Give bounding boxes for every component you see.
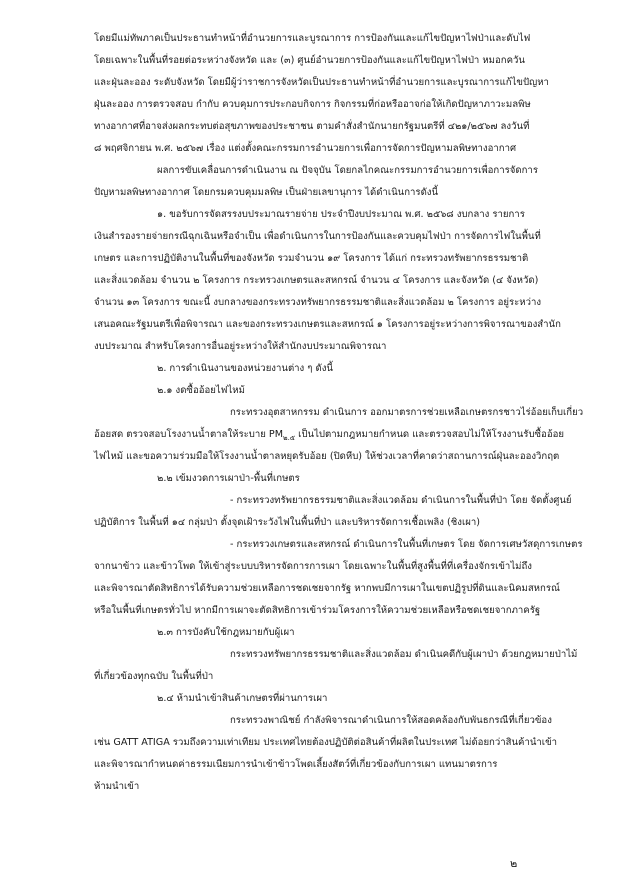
text-line: - กระทรวงเกษตรและสหกรณ์ ดำเนินการในพื้นที่เกษตร โดย จัดการเศษวัสดุการเกษตร (230, 539, 583, 550)
text-fragment: อ้อยสด ตรวจสอบโรงงานน้ำตาลให้ระบาย PM (94, 429, 283, 440)
text-line: และสิ่งแวดล้อม จำนวน ๒ โครงการ กระทรวงเกษตรและสหกรณ์ จำนวน ๔ โครงการ และจังหวัด (๔ จังหวัด) (94, 275, 539, 286)
text-line: ๘ พฤศจิกายน พ.ศ. ๒๕๖๗ เรื่อง แต่งตั้งคณะกรรมการอำนวยการเพื่อการจัดการปัญหามลพิษทางอากาศ (94, 143, 517, 154)
text-line: งบประมาณ สำหรับโครงการอื่นอยู่ระหว่างให้สำนักงบประมาณพิจารณา (94, 341, 387, 352)
subsection-heading: ๒.๔ ห้ามนำเข้าสินค้าเกษตรที่ผ่านการเผา (157, 693, 328, 704)
text-line: ที่เกี่ยวข้องทุกฉบับ ในพื้นที่ป่า (94, 671, 214, 682)
text-line: ฝุ่นละออง การตรวจสอบ กำกับ ควบคุมการประกอบกิจการ กิจกรรมที่ก่อหรืออาจก่อให้เกิดปัญหาภาวะมลพิษ (94, 99, 531, 110)
pm-subscript: ๒.๕ (282, 433, 296, 442)
text-line: จากนาข้าว และข้าวโพด ให้เข้าสู่ระบบบริหารจัดการการเผา โดยเฉพาะในพื้นที่สูงพื้นที่ที่เครื่องจักรเข้าไม่ถึง (94, 561, 532, 572)
text-line: กระทรวงทรัพยากรธรรมชาติและสิ่งแวดล้อม ดำเนินคดีกับผู้เผาป่า ด้วยกฎหมายป่าไม้ (230, 649, 578, 660)
text-line: เงินสำรองรายจ่ายกรณีฉุกเฉินหรือจำเป็น เพื่อดำเนินการในการป้องกันและควบคุมไฟป่า การจัดการไฟในพื้นที่ (94, 231, 541, 242)
text-line: โดยมีแม่ทัพภาคเป็นประธานทำหน้าที่อำนวยการและบูรณาการ การป้องกันและแก้ไขปัญหาไฟป่าและดับไฟ (94, 33, 531, 44)
text-line: หรือในพื้นที่เกษตรทั่วไป หากมีการเผาจะตัดสิทธิการเข้าร่วมโครงการให้ความช่วยเหลือหรือชดเชยจากภาครัฐ (94, 605, 541, 616)
text-line: ปัญหามลพิษทางอากาศ โดยกรมควบคุมมลพิษ เป็นฝ่ายเลขานุการ ได้ดำเนินการดังนี้ (94, 187, 439, 198)
text-line: กระทรวงพาณิชย์ กำลังพิจารณาดำเนินการให้สอดคล้องกับพันธกรณีที่เกี่ยวข้อง (230, 715, 552, 726)
subsection-heading: ๒.๒ เข้มงวดการเผาป่า-พื้นที่เกษตร (157, 473, 300, 484)
text-line (94, 428, 564, 442)
text-line: ห้ามนำเข้า (94, 781, 140, 792)
subsection-heading: ๒.๑ งดซื้ออ้อยไฟไหม้ (157, 385, 245, 396)
text-line: ๑. ขอรับการจัดสรรงบประมาณรายจ่าย ประจำปีงบประมาณ พ.ศ. ๒๕๖๘ งบกลาง รายการ (157, 209, 525, 220)
text-line: กระทรวงอุตสาหกรรม ดำเนินการ ออกมาตรการช่วยเหลือเกษตรกรชาวไร่อ้อยเก็บเกี่ยว (230, 407, 584, 418)
text-line: เสนอคณะรัฐมนตรีเพื่อพิจารณา และของกระทรวงเกษตรและสหกรณ์ ๑ โครงการอยู่ระหว่างการพิจารณาของสำนัก (94, 319, 561, 330)
text-line: และฝุ่นละออง ระดับจังหวัด โดยมีผู้ว่าราชการจังหวัดเป็นประธานทำหน้าที่อำนวยการและบูรณาการแก้ไขปัญหา (94, 77, 549, 88)
page-number: ๒ (510, 857, 518, 870)
text-line: ไฟไหม้ และขอความร่วมมือให้โรงงานน้ำตาลหยุดรับอ้อย (ปิดหีบ) ให้ช่วงเวลาที่คาดว่าสถานการณ์ฝุ่นละอองวิกฤต (94, 451, 560, 462)
section-heading: ๒. การดำเนินงานของหน่วยงานต่าง ๆ ดังนี้ (157, 363, 333, 374)
text-line: ผลการขับเคลื่อนการดำเนินงาน ณ ปัจจุบัน โดยกลไกคณะกรรมการอำนวยการเพื่อการจัดการ (157, 165, 538, 176)
text-line: ทางอากาศที่อาจส่งผลกระทบต่อสุขภาพของประชาชน ตามคำสั่งสำนักนายกรัฐมนตรีที่ ๔๒๑/๒๕๖๗ ลงวันที่ (94, 121, 530, 132)
text-line: และพิจารณากำหนดค่าธรรมเนียมการนำเข้าข้าวโพดเลี้ยงสัตว์ที่เกี่ยวข้องกับการเผา แทนมาตรการ (94, 759, 498, 770)
text-line: - กระทรวงทรัพยากรธรรมชาติและสิ่งแวดล้อม ดำเนินการในพื้นที่ป่า โดย จัดตั้งศูนย์ (230, 495, 572, 506)
text-line: เช่น GATT ATIGA รวมถึงความเท่าเทียม ประเทศไทยต้องปฏิบัติต่อสินค้าที่ผลิตในประเทศ ไม่ด้อยกว่าสินค้านำเข้า (94, 737, 558, 748)
text-line: และพิจารณาตัดสิทธิการได้รับความช่วยเหลือการชดเชยจากรัฐ หากพบมีการเผาในเขตปฏิรูปที่ดินและนิคมสหกรณ์ (94, 583, 560, 594)
text-line: เกษตร และการปฏิบัติงานในพื้นที่ของจังหวัด รวมจำนวน ๑๙ โครงการ ได้แก่ กระทรวงทรัพยากรธรรมชาติ (94, 253, 529, 264)
text-line: จำนวน ๑๓ โครงการ ขณะนี้ งบกลางของกระทรวงทรัพยากรธรรมชาติและสิ่งแวดล้อม ๒ โครงการ อยู่ระหว่าง (94, 297, 542, 308)
text-fragment: เป็นไปตามกฎหมายกำหนด และตรวจสอบไม่ให้โรงงานรับซื้ออ้อย (295, 429, 564, 440)
text-line: ปฏิบัติการ ในพื้นที่ ๑๔ กลุ่มป่า ตั้งจุดเฝ้าระวังไฟในพื้นที่ป่า และบริหารจัดการเชื้อเพลิง (ชิงเผา) (94, 517, 480, 528)
text-line: โดยเฉพาะในพื้นที่รอยต่อระหว่างจังหวัด และ (๓) ศูนย์อำนวยการป้องกันและแก้ไขปัญหาไฟป่า หมอกควัน (94, 55, 525, 66)
subsection-heading: ๒.๓ การบังคับใช้กฎหมายกับผู้เผา (157, 627, 295, 638)
